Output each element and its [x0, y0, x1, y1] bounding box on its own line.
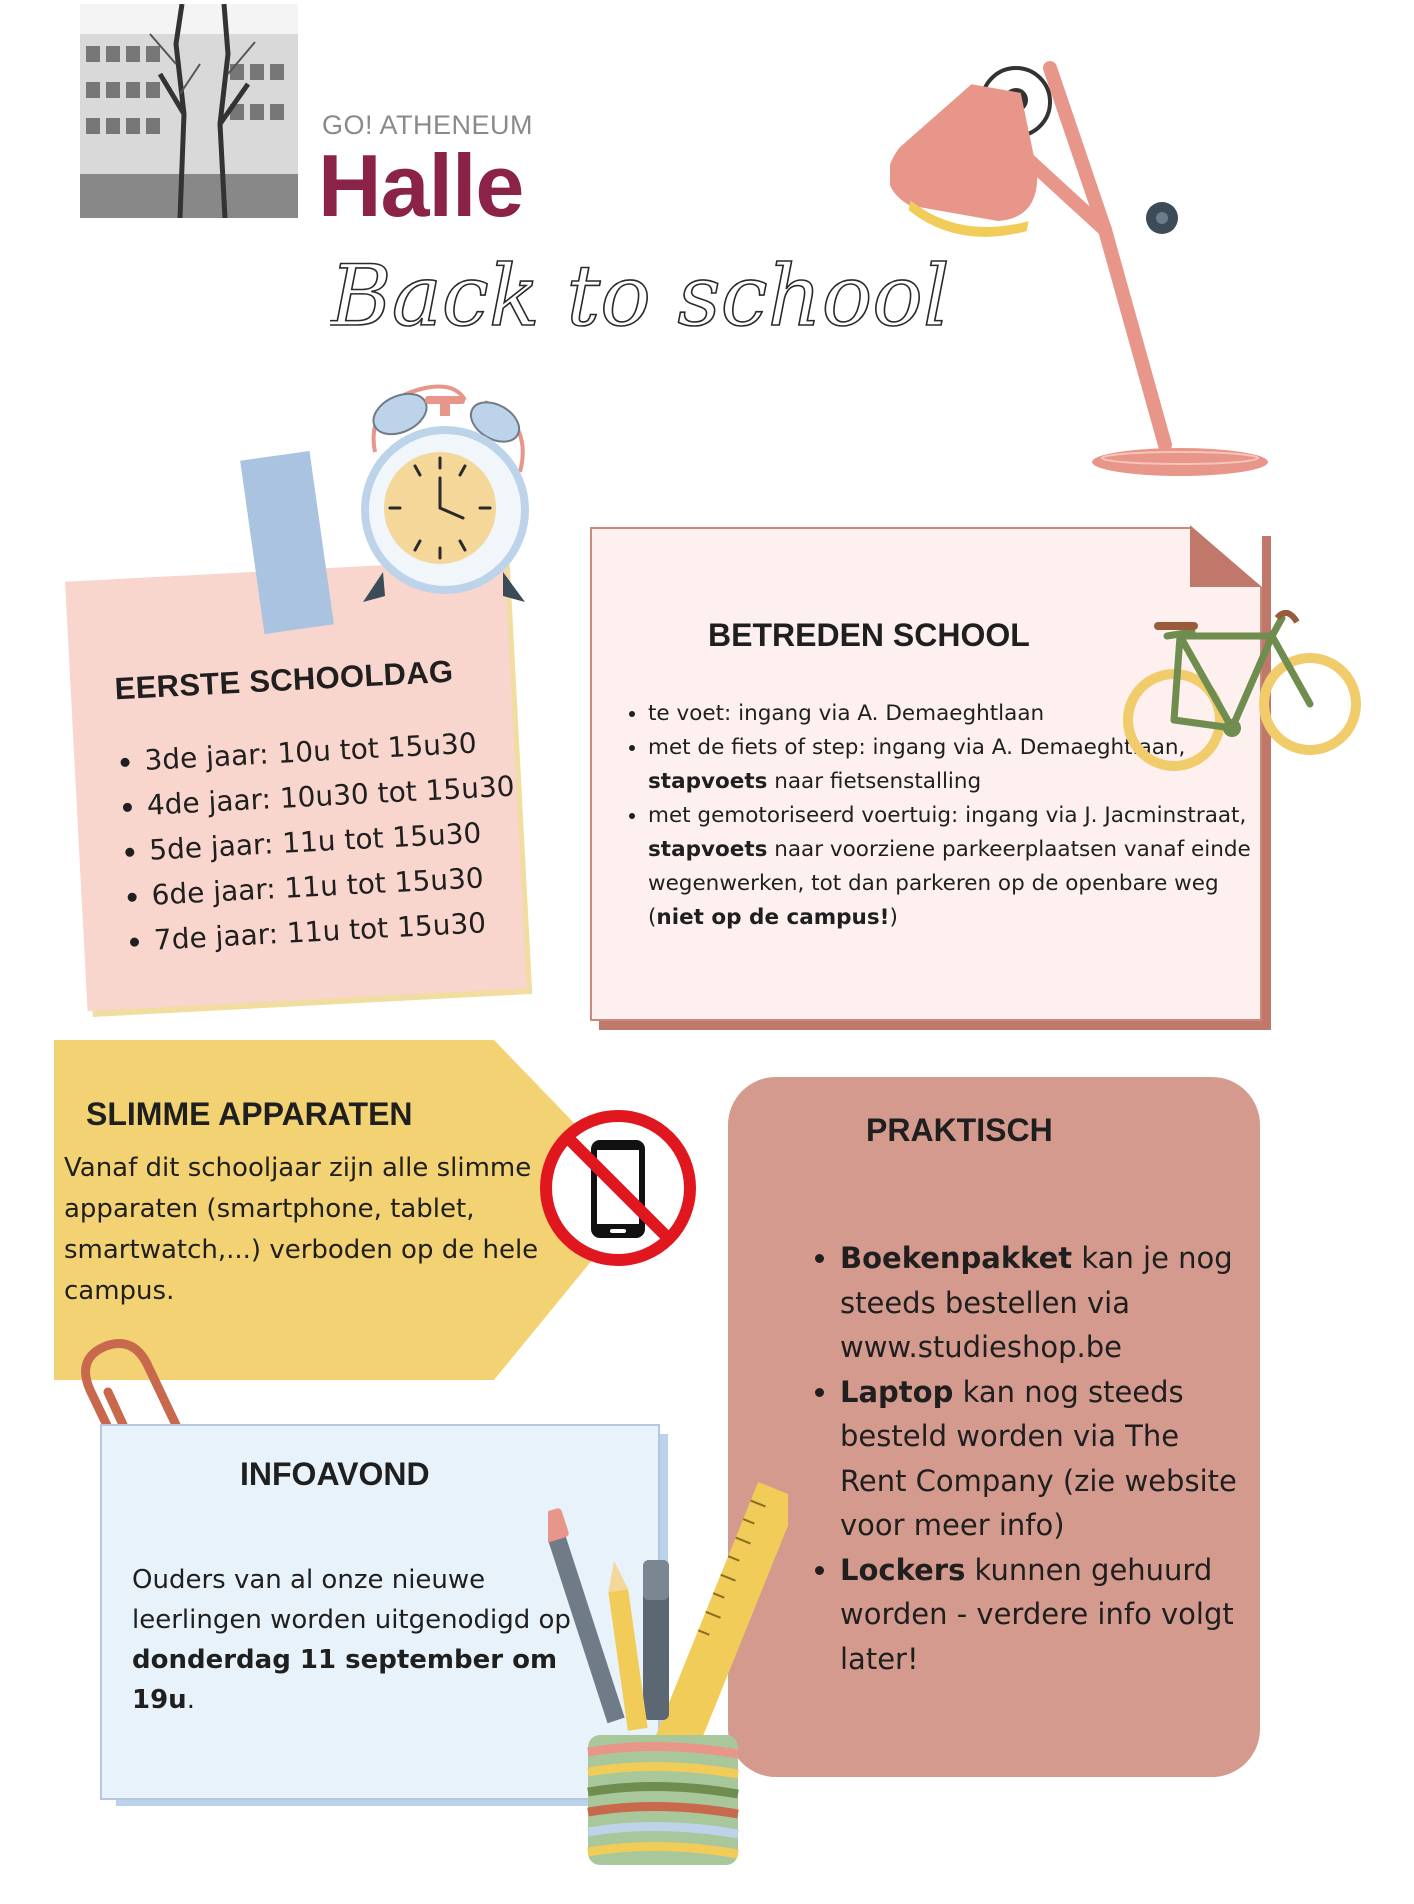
- bicycle-icon: [1122, 608, 1366, 786]
- list-item: • 6de jaar: 11u tot 15u30: [150, 853, 520, 917]
- smart-devices-text: Vanaf dit schooljaar zijn alle slimme apparaten (smartphone, tablet, smartwatch,...) verboden op de hele campus.: [64, 1153, 539, 1306]
- info-evening-text: Ouders van al onze nieuwe leerlingen worden uitgenodigd op donderdag 11 september om 19u.: [132, 1565, 571, 1715]
- folded-corner: [1190, 525, 1262, 587]
- list-item: • 5de jaar: 11u tot 15u30: [148, 809, 518, 873]
- script-title-text: Back to school: [330, 247, 950, 345]
- list-item: • Boekenpakket kan je nog steeds bestellen via www.studieshop.be: [840, 1236, 1240, 1370]
- list-item: • 3de jaar: 10u tot 15u30: [143, 719, 513, 783]
- no-phone-icon: [538, 1108, 698, 1268]
- list-item: • Laptop kan nog steeds besteld worden via The Rent Company (zie website voor meer info): [840, 1370, 1240, 1548]
- info-evening-title: INFOAVOND: [240, 1456, 430, 1492]
- brand-title: Halle: [318, 136, 524, 235]
- brand-subtitle: GO! ATHENEUM: [322, 110, 534, 140]
- practical-list: [808, 1236, 1240, 1681]
- first-day-list: [113, 719, 522, 965]
- list-item: • met gemotoriseerd voertuig: ingang via J. Jacminstraat, stapvoets naar voorziene parkeerplaatsen vanaf einde wegenwerken, tot dan parkeren op de openbare weg (niet op de campus!): [648, 799, 1258, 935]
- entering-school-title: BETREDEN SCHOOL: [708, 617, 1030, 653]
- list-item: • 7de jaar: 11u tot 15u30: [153, 898, 523, 962]
- list-item: • met de fiets of step: ingang via A. Demaeghtlaan, stapvoets naar fietsenstalling: [648, 731, 1258, 799]
- pencil-cup-icon: [548, 1460, 788, 1870]
- practical-title: PRAKTISCH: [866, 1112, 1053, 1148]
- desk-lamp-icon: [890, 50, 1290, 490]
- smart-devices-title: SLIMME APPARATEN: [86, 1096, 413, 1132]
- alarm-clock-icon: [355, 382, 535, 614]
- school-building-drawing: [80, 4, 298, 218]
- first-day-title: EERSTE SCHOOLDAG: [113, 653, 455, 707]
- list-item: • te voet: ingang via A. Demaeghtlaan: [648, 697, 1258, 731]
- list-item: • Lockers kunnen gehuurd worden - verdere info volgt later!: [840, 1548, 1240, 1682]
- list-item: • 4de jaar: 10u30 tot 15u30: [146, 764, 516, 828]
